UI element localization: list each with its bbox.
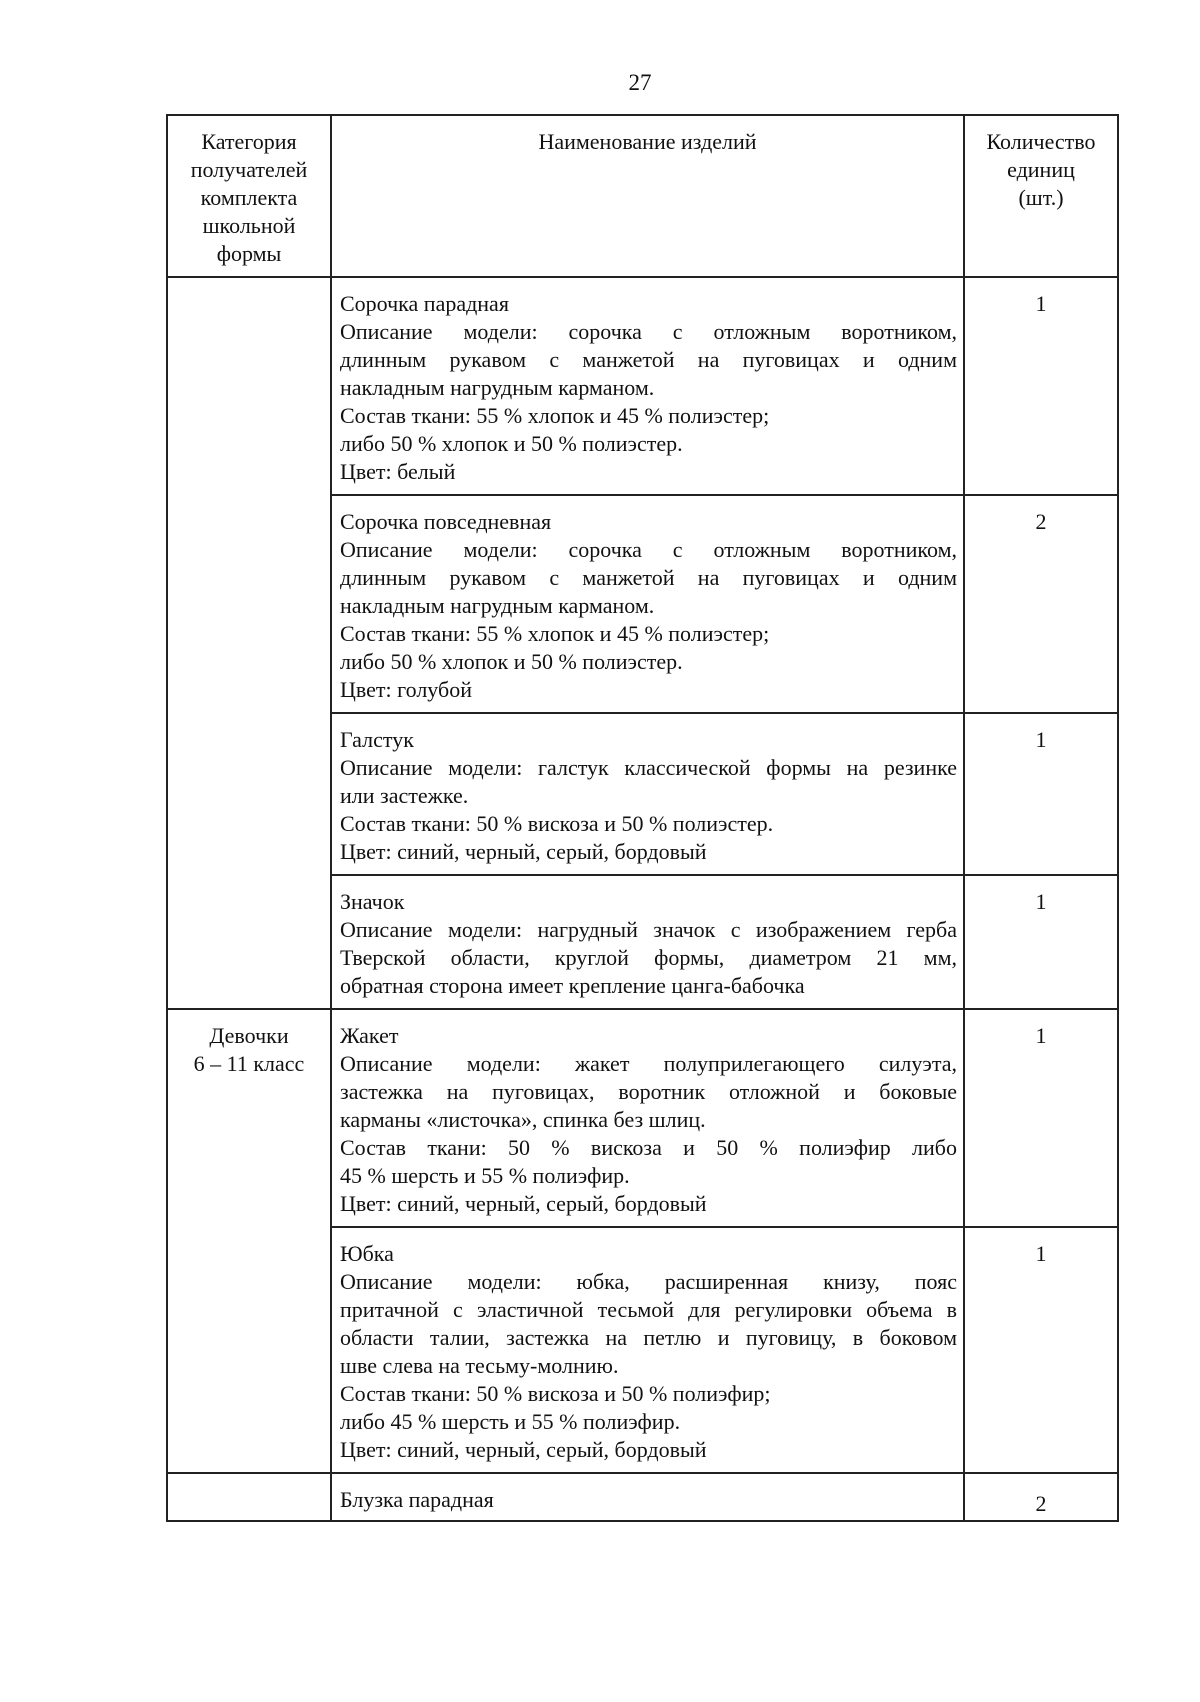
item-cell xyxy=(331,713,964,875)
quantity-cell: 1 xyxy=(964,875,1118,1009)
item-description-line: обратная сторона имеет крепление цанга-бабочка xyxy=(340,973,805,998)
item-description-line: Состав ткани: 55 % хлопок и 45 % полиэстер; xyxy=(340,403,770,428)
category-line: 6 – 11 класс xyxy=(193,1051,305,1076)
item-cell xyxy=(331,495,964,713)
header-name xyxy=(331,115,964,277)
item-description-line: притачной с эластичной тесьмой для регулировки объема в xyxy=(340,1297,957,1322)
item-description-line: Цвет: белый xyxy=(340,459,456,484)
item-description-line: Тверской области, круглой формы, диаметром 21 мм, xyxy=(340,945,957,970)
item-title: Сорочка повседневная xyxy=(340,509,552,534)
item-description-line: застежка на пуговицах, воротник отложной и боковые xyxy=(340,1079,957,1104)
header-category-line: Категория xyxy=(201,129,297,154)
header-quantity-line: Количество xyxy=(986,129,1096,154)
item-title: Сорочка парадная xyxy=(340,291,509,316)
item-description-line: области талии, застежка на петлю и пуговицу, в боковом xyxy=(340,1325,957,1350)
item-description-line: Описание модели: галстук классической формы на резинке xyxy=(340,755,957,780)
header-category-line: получателей xyxy=(190,157,308,182)
header-category xyxy=(167,115,331,277)
item-description-line: шве слева на тесьму-молнию. xyxy=(340,1353,619,1378)
header-row xyxy=(167,115,1118,277)
quantity-cell: 1 xyxy=(964,277,1118,495)
table-body xyxy=(167,277,1118,1521)
item-cell xyxy=(331,1227,964,1473)
category-cell xyxy=(167,277,331,1009)
item-description-line: Цвет: голубой xyxy=(340,677,472,702)
header-category-line: школьной xyxy=(202,213,296,238)
quantity-cell: 2 xyxy=(964,495,1118,713)
item-description-line: либо 50 % хлопок и 50 % полиэстер. xyxy=(340,649,683,674)
category-cell xyxy=(167,1009,331,1473)
item-description-line: Цвет: синий, черный, серый, бордовый xyxy=(340,1437,707,1462)
item-description-line: Описание модели: сорочка с отложным воротником, xyxy=(340,537,957,562)
item-description-line: накладным нагрудным карманом. xyxy=(340,593,655,618)
item-description-line: Состав ткани: 50 % вискоза и 50 % полиэфир; xyxy=(340,1381,771,1406)
item-description-line: Описание модели: сорочка с отложным воротником, xyxy=(340,319,957,344)
quantity-cell: 2 xyxy=(964,1473,1118,1521)
item-description-line: либо 45 % шерсть и 55 % полиэфир. xyxy=(340,1409,681,1434)
page-number: 27 xyxy=(628,70,652,95)
item-cell xyxy=(331,277,964,495)
item-description-line: длинным рукавом с манжетой на пуговицах и одним xyxy=(340,565,957,590)
category-line: Девочки xyxy=(209,1023,289,1048)
item-description-line: либо 50 % хлопок и 50 % полиэстер. xyxy=(340,431,683,456)
item-title: Юбка xyxy=(340,1241,394,1266)
category-cell xyxy=(167,1473,331,1521)
item-title: Жакет xyxy=(340,1023,399,1048)
item-description-line: накладным нагрудным карманом. xyxy=(340,375,655,400)
item-description-line: Описание модели: нагрудный значок с изображением герба xyxy=(340,917,957,942)
item-description-line: длинным рукавом с манжетой на пуговицах и одним xyxy=(340,347,957,372)
quantity-cell: 1 xyxy=(964,1227,1118,1473)
item-cell xyxy=(331,875,964,1009)
header-quantity xyxy=(964,115,1118,277)
table-row xyxy=(167,277,1118,495)
item-description-line: Состав ткани: 55 % хлопок и 45 % полиэстер; xyxy=(340,621,770,646)
table-row xyxy=(167,1473,1118,1521)
item-description-line: 45 % шерсть и 55 % полиэфир. xyxy=(340,1163,630,1188)
item-title: Блузка парадная xyxy=(340,1487,494,1512)
header-category-line: комплекта xyxy=(200,185,298,210)
item-description-line: Описание модели: юбка, расширенная книзу, пояс xyxy=(340,1269,957,1294)
item-cell xyxy=(331,1473,964,1521)
item-description-line: Состав ткани: 50 % вискоза и 50 % полиэфир либо xyxy=(340,1135,957,1160)
item-title: Значок xyxy=(340,889,405,914)
item-description-line: Описание модели: жакет полуприлегающего силуэта, xyxy=(340,1051,957,1076)
quantity-cell: 1 xyxy=(964,1009,1118,1227)
quantity-cell: 1 xyxy=(964,713,1118,875)
item-description-line: Цвет: синий, черный, серый, бордовый xyxy=(340,1191,707,1216)
item-description-line: карманы «листочка», спинка без шлиц. xyxy=(340,1107,706,1132)
item-cell xyxy=(331,1009,964,1227)
uniform-table xyxy=(166,114,1119,1522)
header-category-line: формы xyxy=(216,241,282,266)
header-quantity-line: (шт.) xyxy=(1018,185,1064,210)
header-quantity-line: единиц xyxy=(1007,157,1075,182)
item-description-line: Состав ткани: 50 % вискоза и 50 % полиэстер. xyxy=(340,811,774,836)
item-title: Галстук xyxy=(340,727,414,752)
header-name-text: Наименование изделий xyxy=(538,129,757,154)
item-description-line: или застежке. xyxy=(340,783,469,808)
table-row xyxy=(167,1009,1118,1227)
item-description-line: Цвет: синий, черный, серый, бордовый xyxy=(340,839,707,864)
